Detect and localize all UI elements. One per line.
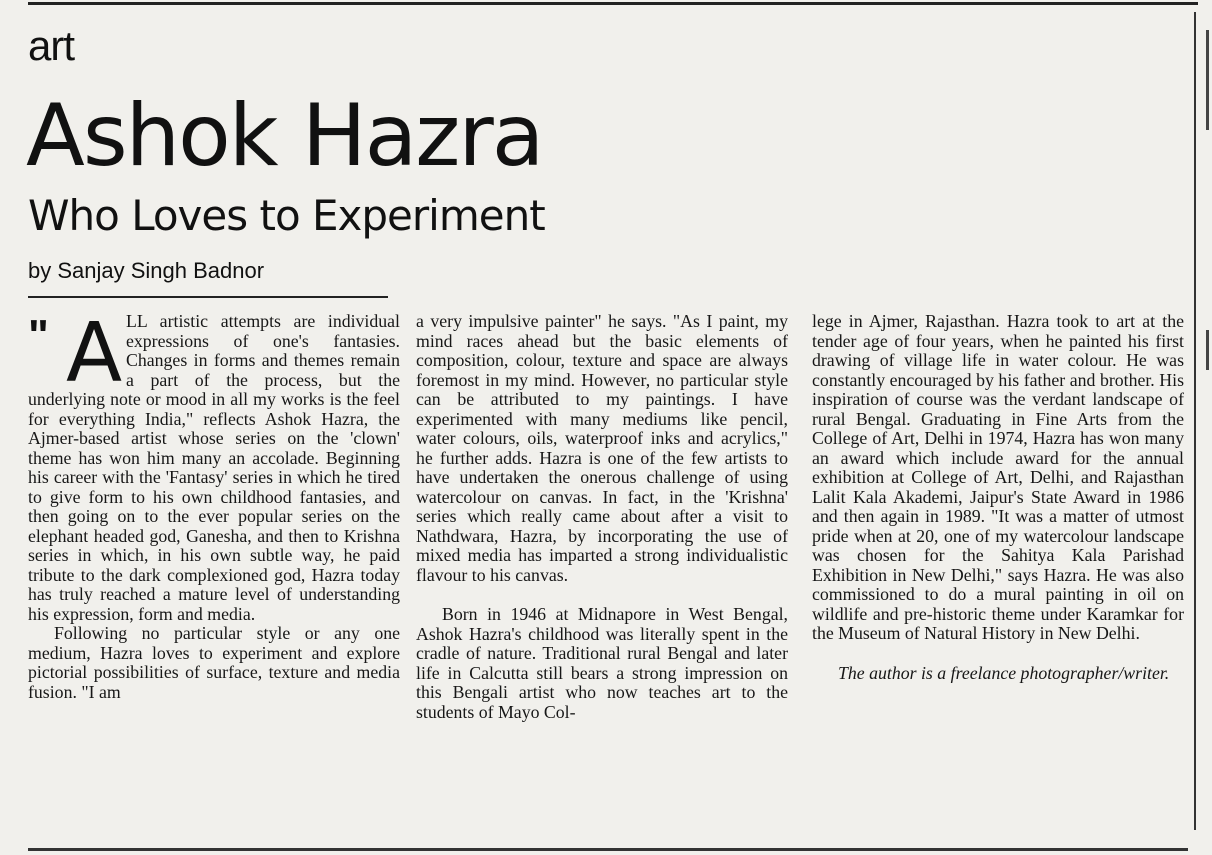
article-headline: Ashok Hazra — [26, 86, 543, 186]
article-byline: by Sanjay Singh Badnor — [28, 258, 265, 283]
right-column-rule — [1194, 12, 1196, 830]
article-paragraph-lead: LL artistic attempts are individual expressions of one's fantasies. Changes in forms and themes remain a part of the process, but the underlying note or mood in all my works is the feel for everything India," reflects Ashok Hazra, the Ajmer-based artist whose series on the 'clown' theme has won him many an accolade. Beginning his career with the 'Fantasy' series in which he tired to give form to his own childhood fantasies, and then going on to the ever popular series on the elephant headed god, Ganesha, and then to Krishna series in which, in his own subtle way, he paid tribute to the dark complexioned god, Hazra today has truly reached a mature level of understanding his expression, form and media. — [28, 312, 400, 624]
author-credit: The author is a freelance photographer/writer. — [838, 662, 1170, 683]
section-label: art — [28, 22, 75, 69]
top-rule — [28, 2, 1198, 5]
article-paragraph: a very impulsive painter" he says. "As I paint, my mind races ahead but the basic elements of composition, colour, texture and space are always foremost in my mind. However, no particular style can be attributed to my paintings. I have experimented with many mediums like pencil, water colours, oils, waterproof inks and acrylics," he further adds. Hazra is one of the few artists to have undertaken the onerous challenge of using watercolour on canvas. In fact, in the 'Krishna' series which really came about after a visit to Nathdwara, Hazra, by incorporating the use of mixed media has imparted a strong individualistic flavour to his canvas. — [416, 312, 788, 585]
page-edge-mark — [1206, 30, 1209, 130]
article-column-1 — [28, 312, 400, 837]
drop-cap: A — [66, 312, 123, 401]
article-column-2 — [416, 312, 788, 837]
article-paragraph: Born in 1946 at Midnapore in West Bengal, Ashok Hazra's childhood was literally spent in the cradle of nature. Traditional rural Bengal and later life in Calcutta still bears a strong impression on this Bengali artist who now teaches art to the students of Mayo Col- — [416, 604, 788, 722]
byline-rule — [28, 296, 388, 298]
article-subheadline: Who Loves to Experiment — [28, 191, 545, 240]
article-paragraph: lege in Ajmer, Rajasthan. Hazra took to art at the tender age of four years, when he painted his first drawing of village life in water colour. He was constantly encouraged by his father and brother. His inspiration of course was the verdant landscape of rural Bengal. Graduating in Fine Arts from the College of Art, Delhi in 1974, Hazra has won many an award which include award for the annual exhibition at College of Art, Delhi, and Rajasthan Lalit Kala Akademi, Jaipur's State Award in 1986 and then again in 1989. "It was a matter of utmost pride when at 20, one of my watercolour landscape was chosen for the Sahitya Kala Parishad Exhibition in New Delhi," says Hazra. He was also commissioned to do a mural painting in oil on wildlife and pre-historic theme under Karamkar for the Museum of Natural History in New Delhi. — [812, 312, 1184, 643]
opening-quote-mark: " — [28, 312, 49, 360]
page-edge-mark — [1206, 330, 1209, 370]
article-paragraph: Following no particular style or any one medium, Hazra loves to experiment and explore pictorial possibilities of surface, texture and media fusion. "I am — [28, 623, 400, 702]
article-column-3 — [812, 312, 1184, 837]
bottom-rule — [28, 848, 1188, 851]
